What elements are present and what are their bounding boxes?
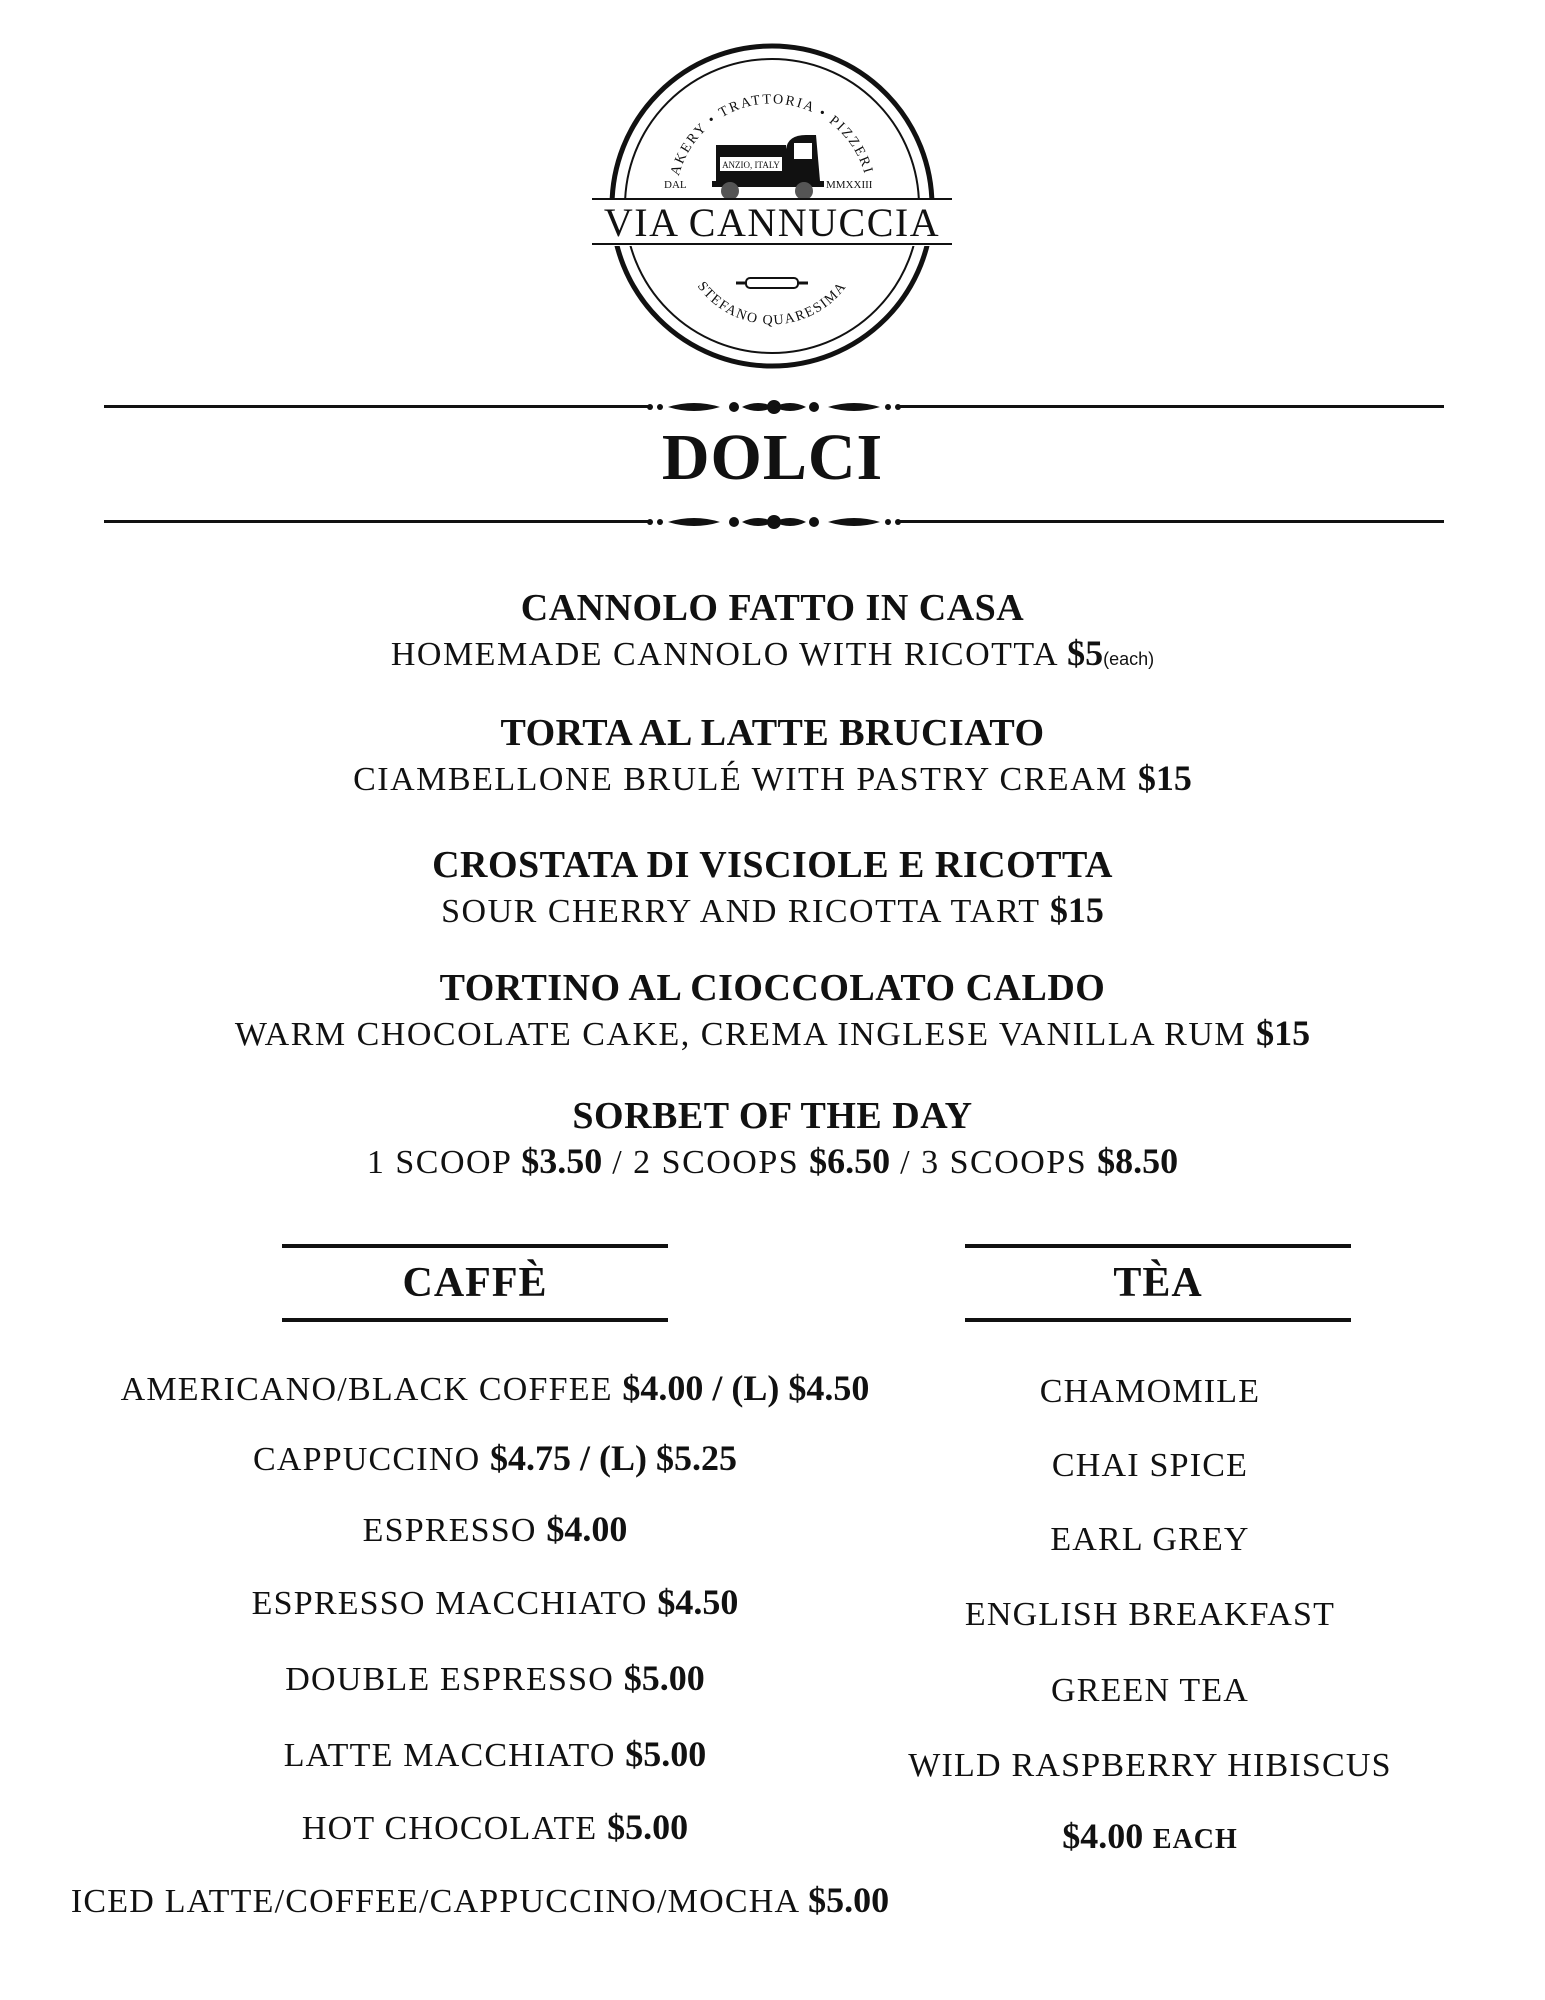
logo-right-tag: MMXXIII: [826, 179, 873, 191]
dolci-item: [0, 710, 1545, 802]
dolci-item: [0, 1093, 1545, 1185]
caffe-item: ESPRESSO MACCHIATO $4.50: [251, 1582, 739, 1622]
caffe-item: ESPRESSO $4.00: [362, 1509, 628, 1549]
tea-item: WILD RASPBERRY HIBISCUS: [908, 1747, 1392, 1784]
dolci-item-name: CROSTATA DI VISCIOLE E RICOTTA: [432, 844, 1113, 886]
caffe-item: LATTE MACCHIATO $5.00: [283, 1734, 707, 1774]
dolci-item-desc: HOMEMADE CANNOLO WITH RICOTTA: [390, 636, 1058, 673]
tea-item: CHAMOMILE: [1039, 1373, 1261, 1410]
restaurant-logo: [586, 30, 958, 370]
dolci-item-desc: WARM CHOCOLATE CAKE, CREMA INGLESE VANILLA RUM: [234, 1016, 1247, 1053]
dolci-item: [0, 965, 1545, 1057]
tea-heading-text: TÈA: [1113, 1260, 1203, 1306]
dolci-item: [0, 585, 1545, 681]
dolci-item-price: $15: [1049, 890, 1104, 930]
tea-price: $4.00 EACH: [1062, 1816, 1238, 1856]
ornament-divider-bottom: [104, 512, 1444, 532]
caffe-item: HOT CHOCOLATE $5.00: [301, 1807, 689, 1847]
dolci-item-price: $5: [1067, 633, 1104, 673]
dolci-item-name: TORTA AL LATTE BRUCIATO: [500, 712, 1045, 754]
caffe-item: ICED LATTE/COFFEE/CAPPUCCINO/MOCHA $5.00: [70, 1880, 890, 1920]
caffe-heading-text: CAFFÈ: [402, 1260, 548, 1306]
logo-arc-top: AKERY • TRATTORIA • PIZZERI: [668, 92, 876, 178]
tea-item: ENGLISH BREAKFAST: [964, 1596, 1336, 1633]
dolci-item-name: TORTINO AL CIOCCOLATO CALDO: [439, 967, 1106, 1009]
dolci-item: [0, 842, 1545, 934]
dolci-item-note: (each): [1103, 649, 1155, 669]
logo-arc-bottom: STEFANO QUARESIMA: [694, 279, 851, 329]
dolci-item-desc: SOUR CHERRY AND RICOTTA TART: [441, 893, 1040, 930]
logo-left-tag: DAL: [664, 179, 687, 191]
ornament-divider-top: [104, 397, 1444, 417]
caffe-item: AMERICANO/BLACK COFFEE $4.00 / (L) $4.50: [120, 1368, 870, 1408]
dolci-item-price: $15: [1256, 1013, 1311, 1053]
tea-item: GREEN TEA: [1050, 1672, 1250, 1709]
dolci-item-name: CANNOLO FATTO IN CASA: [520, 587, 1025, 629]
tea-heading: [965, 1244, 1351, 1322]
caffe-item: DOUBLE ESPRESSO $5.00: [285, 1658, 705, 1698]
tea-item: CHAI SPICE: [1051, 1447, 1249, 1484]
tea-item: EARL GREY: [1050, 1521, 1250, 1558]
dolci-item-desc: CIAMBELLONE BRULÉ WITH PASTRY CREAM: [353, 761, 1128, 798]
logo-name: VIA CANNUCCIA: [603, 200, 941, 245]
page-title: DOLCI: [661, 421, 884, 494]
logo-truck-text: ANZIO, ITALY: [722, 160, 780, 170]
caffe-item: CAPPUCCINO $4.75 / (L) $5.25: [252, 1438, 738, 1478]
sorbet-prices: 1 SCOOP $3.50 / 2 SCOOPS $6.50 / 3 SCOOPS $8.50: [366, 1141, 1179, 1181]
caffe-heading: [282, 1244, 668, 1322]
dolci-item-name: SORBET OF THE DAY: [572, 1095, 973, 1137]
dolci-item-price: $15: [1137, 758, 1192, 798]
